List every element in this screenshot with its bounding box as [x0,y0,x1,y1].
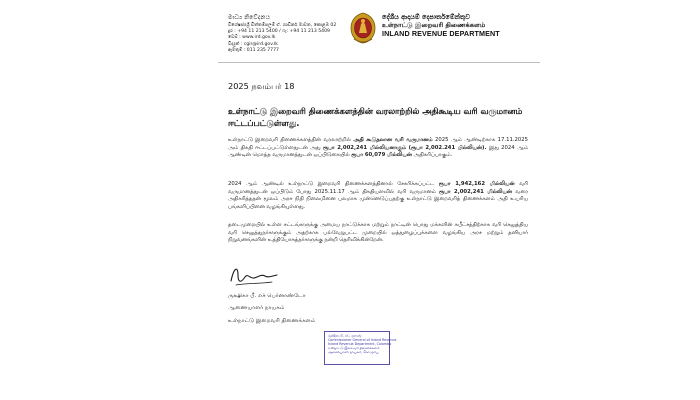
signatory-department: உள்நாட்டு இறைவரி திணைக்களம் [228,317,316,324]
signatory-block [228,290,315,327]
emphasis-text: ரூபா 60,079 மில்லியன் [351,152,412,159]
national-emblem-icon [349,12,377,44]
body-text: இது 2024 ஆம் ஆண்டின் மொத்த வருமானத்துடன் ஒப்பிடுகையில் [228,144,528,159]
letter-headline: உள்நாட்டு இறைவரி திணைக்களத்தின் வரலாற்றில் அதிகூடிய வரி வருமானம் ஈட்டப்பட்டுள்ளது. [228,106,523,128]
body-text: அதிகரிப்பாகும். [411,152,453,159]
signatory-name: ருக்ஷிகா பீ. எச் பெர்னாண்டோ [228,293,306,299]
letterhead-email: විද්‍යුත් : cgir@ird.gov.lk [228,41,278,47]
body-paragraph-2 [228,181,528,211]
body-text: தடைமுறையில் உள்ள சட்டங்களுக்கு அமைய நாட்டுக்காக மற்றும் நாட்டின் பொது மக்களின் சுபீட்சத்திற்காக வரி செலுத்திய வரி செலுத்துநர்களுக்கும் அதற்காக பல்வேறுபட்ட முறையில் ஒத்துழைப்புக்களை வழங்கிய அரச மற்றும் தனியார் நிறுவனங்களின் உத்தியோகத்தர்களுக்கு நன்றி தெரிவிக்கின்றேன். [228,222,528,244]
body-text: வரை அதிகரித்ததன் மூலம் அரச நிதி நிலைமினை பலமாக முன்னெடுப்பதற்கு உள்நாட்டு இறைவரித் திணைக்களம் அதி உயரிய பங்களிப்பினை வழங்கியுள்ளது. [228,188,528,210]
body-paragraph-3 [228,222,528,245]
letterhead-web: වෙබ් : www.ird.gov.lk [228,35,276,41]
department-name-english: INLAND REVENUE DEPARTMENT [382,28,500,38]
body-text: 2025 ஆம் ஆண்டிற்காக 17.11.2025 அம் திகதி ஈட்டப்பட்டுள்ளதுடன் அது [228,137,529,151]
emphasis-text: ரூபா 2,002,241 மில்லியனாகும் (ரூபா 2,002.241 பில்லியன்). [322,144,487,151]
department-name-tamil: உள்நாட்டு இறைவரி திணைக்களம் [382,21,486,30]
emphasis-text: ரூபா 2,002,241 மில்லியன் [438,188,512,195]
body-text: உள்நாட்டு இறைவரி திணைக்களத்தின் வரலாற்றில் [228,137,354,143]
stamp-line: රුක්ෂිකා පී. එච්. ප්‍රනාන්දු [328,334,362,338]
letterhead-contact-block [228,14,346,54]
letterhead-department-block [382,13,532,38]
stamp-line: ஆணையாளர் நாயகம், கொழும்பு [328,350,379,355]
signatory-title: ஆணையாளர் நாயகம் [228,305,285,312]
body-text: 2024 ஆம் ஆண்டில் உள்நாட்டு இறைவரி திணைக்களத்தினால் சேகரிக்கப்பட்ட [228,181,439,187]
department-name-sinhala: දේශීය ආදායම් දෙපාර්තමේන්තුව [382,13,471,21]
stamp-line: உள்நாட்டு இறைவரி திணைக்களம் [328,346,380,351]
stamp-line: Commissioner General of Inland Revenue [328,338,397,343]
letterhead-hotline: ඇමතුම් : 011 235 7777 [228,47,279,53]
official-stamp [324,331,397,365]
stamp-line: Inland Revenue Department, Colombo [328,342,392,347]
emphasis-text: அதி கூடுதலான வரி வருமானம் [353,137,433,143]
letterhead-divider [218,62,540,63]
body-text: வரி வருமானத்துடன் ஒப்பிடும் போது 2025.11.17 ஆம் திகதியளவில் வரி வருமானம் [228,181,528,195]
letterhead-address: විශේෂජ්‍යශ්‍රී චිත්තම්පලම් ඒ. ගාඩිනර් මාවත, කොළඹ 02 [228,23,337,28]
letter-date: 2025 நவம்பர் 18 [228,81,295,91]
letterhead-phone: දුර : +94 11 213 5400 / ෆැ: +94 11 213 5409 [228,29,330,35]
handwritten-signature [228,263,280,289]
letterhead-left-title: මාධ්‍ය නිවේදනය [228,14,271,21]
body-paragraph-1 [228,137,528,160]
emphasis-text: ரூபா 1,942,162 மில்லியன் [438,181,515,187]
